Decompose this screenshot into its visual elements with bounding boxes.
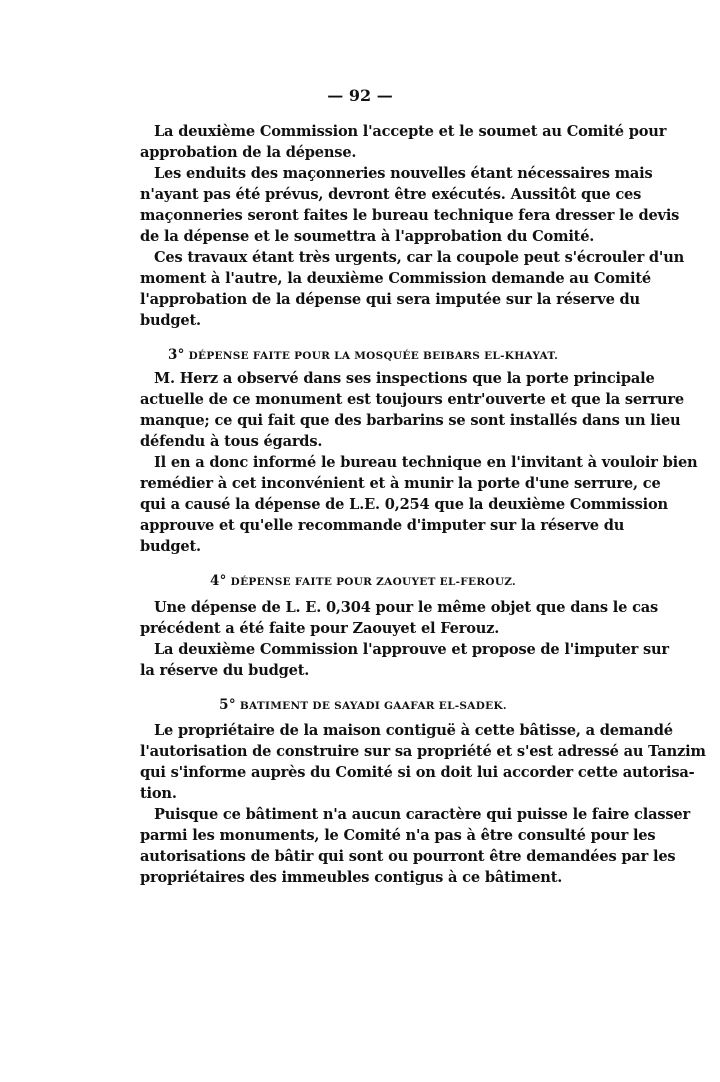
section-number: 4° bbox=[209, 573, 227, 589]
text-line: précédent a été faite pour Zaouyet el Ferouz. bbox=[140, 620, 500, 637]
text-line: Le propriétaire de la maison contiguë à cette bâtisse, a demandé bbox=[154, 722, 673, 739]
text-line: manque; ce qui fait que des barbarins se sont installés dans un lieu bbox=[140, 412, 681, 429]
paragraph bbox=[140, 639, 669, 681]
text-line: de la dépense et le soumettra à l'approbation du Comité. bbox=[140, 228, 595, 245]
text-line: l'autorisation de construire sur sa propriété et s'est adressé au Tanzim bbox=[140, 743, 706, 760]
paragraph bbox=[140, 597, 659, 639]
text-line: La deuxième Commission l'accepte et le soumet au Comité pour bbox=[154, 123, 667, 140]
paragraph bbox=[140, 121, 667, 163]
section-heading bbox=[140, 571, 586, 592]
text-line: budget. bbox=[140, 312, 201, 329]
paragraph bbox=[140, 452, 698, 557]
text-line: propriétaires des immeubles contigus à ce bâtiment. bbox=[140, 869, 563, 886]
section bbox=[140, 121, 685, 331]
section-title: DÉPENSE FAITE POUR ZAOUYET EL-FEROUZ. bbox=[230, 576, 517, 588]
section bbox=[140, 571, 669, 681]
text-line: approuve et qu'elle recommande d'imputer sur la réserve du bbox=[140, 517, 625, 534]
text-line: Une dépense de L. E. 0,304 pour le même objet que dans le cas bbox=[154, 599, 659, 616]
text-line: M. Herz a observé dans ses inspections que la porte principale bbox=[154, 370, 655, 387]
text-line: l'approbation de la dépense qui sera imputée sur la réserve du bbox=[140, 291, 640, 308]
paragraph bbox=[140, 720, 706, 804]
section-title: BATIMENT DE SAYADI GAAFAR EL-SADEK. bbox=[239, 700, 507, 712]
section-heading bbox=[140, 695, 586, 716]
text-line: qui s'informe auprès du Comité si on doit lui accorder cette autorisa- bbox=[140, 764, 695, 781]
page-body bbox=[140, 121, 706, 888]
section-number: 3° bbox=[167, 347, 185, 363]
paragraph bbox=[140, 163, 680, 247]
text-line: Puisque ce bâtiment n'a aucun caractère qui puisse le faire classer bbox=[154, 806, 690, 823]
text-line: budget. bbox=[140, 538, 201, 555]
text-line: autorisations de bâtir qui sont ou pourront être demandées par les bbox=[140, 848, 676, 865]
section bbox=[140, 345, 698, 557]
page-number: — 92 — bbox=[327, 86, 393, 105]
section bbox=[140, 695, 706, 888]
paragraph bbox=[140, 804, 690, 888]
text-line: tion. bbox=[140, 785, 177, 802]
text-line: actuelle de ce monument est toujours entr'ouverte et que la serrure bbox=[140, 391, 684, 408]
paragraph bbox=[140, 247, 685, 331]
text-line: défendu à tous égards. bbox=[140, 433, 323, 450]
text-line: remédier à cet inconvénient et à munir la porte d'une serrure, ce bbox=[140, 475, 661, 492]
text-line: Ces travaux étant très urgents, car la coupole peut s'écrouler d'un bbox=[154, 249, 685, 266]
paragraph bbox=[140, 368, 684, 452]
text-line: La deuxième Commission l'approuve et propose de l'imputer sur bbox=[154, 641, 669, 658]
text-line: Il en a donc informé le bureau technique en l'invitant à vouloir bien bbox=[154, 454, 698, 471]
section-number: 5° bbox=[219, 697, 236, 713]
text-line: qui a causé la dépense de L.E. 0,254 que la deuxième Commission bbox=[140, 496, 668, 513]
text-line: maçonneries seront faites le bureau technique fera dresser le devis bbox=[140, 207, 680, 224]
text-line: n'ayant pas été prévus, devront être exécutés. Aussitôt que ces bbox=[140, 186, 642, 203]
section-title: DÉPENSE FAITE POUR LA MOSQUÉE BEIBARS EL-KHAYAT. bbox=[188, 350, 559, 362]
text-line: la réserve du budget. bbox=[140, 662, 310, 679]
text-line: approbation de la dépense. bbox=[140, 144, 357, 161]
text-line: parmi les monuments, le Comité n'a pas à être consulté pour les bbox=[140, 827, 656, 844]
text-line: moment à l'autre, la deuxième Commission demande au Comité bbox=[140, 270, 651, 287]
text-line: Les enduits des maçonneries nouvelles étant nécessaires mais bbox=[154, 165, 653, 182]
section-heading bbox=[140, 345, 586, 366]
